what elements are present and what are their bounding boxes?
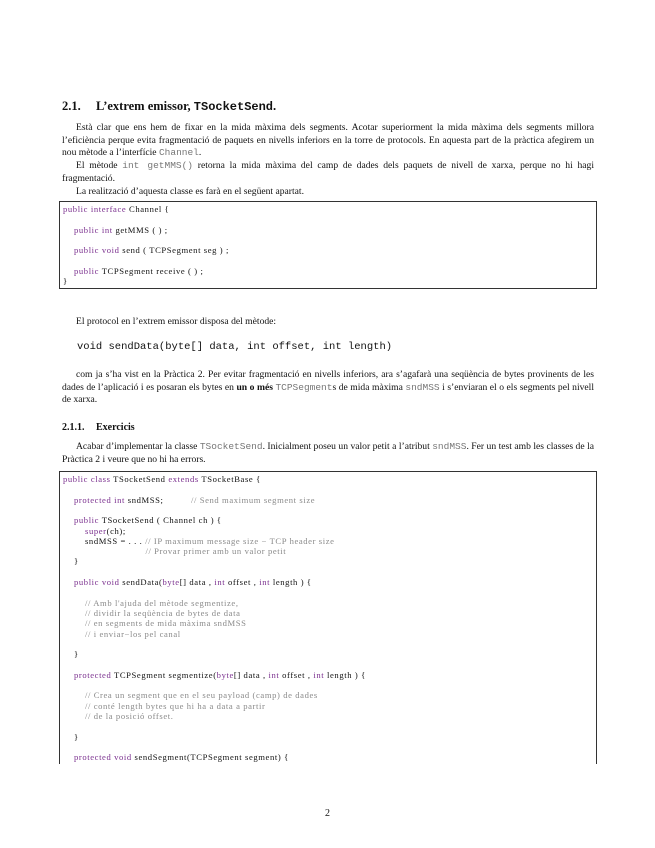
protocol-p2-code2: sndMSS bbox=[405, 381, 440, 393]
code-text: } bbox=[63, 276, 68, 287]
section-title-code: TSocketSend bbox=[193, 100, 274, 114]
code-text bbox=[63, 629, 85, 639]
code-line bbox=[63, 536, 335, 546]
code-listing-tsocketsend bbox=[59, 471, 597, 764]
intro-p1-text: Està clar que ens hem de fixar en la mida màxima dels segments. Acotar superiorment la mida màxima dels segments millora l’eficiència perque evita fragmentació de paquets en nivells inferiors en la torre de protocols. En aquesta part de la pràctica afegirem un nou mètode a l’interfície bbox=[62, 122, 594, 159]
code-text: Channel { bbox=[129, 204, 170, 214]
code-line bbox=[63, 649, 79, 659]
code-text bbox=[63, 577, 74, 587]
intro-p2-start: El mètode bbox=[76, 160, 123, 171]
code-keyword: extends bbox=[168, 474, 202, 484]
code-line bbox=[63, 598, 239, 608]
code-line bbox=[63, 515, 222, 525]
page-number: 2 bbox=[325, 808, 330, 819]
code-keyword: int bbox=[313, 669, 328, 680]
code-text bbox=[63, 752, 74, 762]
intro-p3-text: La realització d’aquesta classe es farà en el següent apartat. bbox=[76, 186, 304, 197]
code-keyword: int bbox=[268, 669, 283, 680]
code-keyword: public int bbox=[74, 224, 116, 235]
code-text bbox=[63, 515, 74, 525]
code-text: sendSegment(TCPSegment segment) { bbox=[134, 752, 289, 763]
code-line bbox=[63, 752, 289, 762]
intro-paragraph-2 bbox=[62, 160, 594, 185]
code-line bbox=[63, 526, 126, 536]
code-text: offset , bbox=[227, 577, 260, 587]
code-keyword: public class bbox=[63, 474, 114, 484]
section-heading bbox=[62, 99, 276, 114]
code-comment: // de la posició offset. bbox=[85, 710, 174, 721]
code-text: send ( TCPSegment seg ) ; bbox=[122, 245, 230, 256]
code-text: TSocketSend bbox=[113, 474, 169, 484]
code-text: } bbox=[63, 731, 79, 742]
code-keyword: protected void bbox=[74, 752, 135, 763]
code-text bbox=[63, 701, 85, 711]
code-comment: // Provar primer amb un valor petit bbox=[145, 546, 287, 557]
code-keyword: protected int bbox=[74, 494, 128, 505]
code-comment: // IP maximum message size − TCP header size bbox=[145, 535, 335, 546]
exercise-c: . Fer un test amb les classes de la Pràctica 2 i veure que no hi ha errors. bbox=[62, 441, 594, 465]
code-text: sndMSS; bbox=[127, 494, 191, 505]
code-text: [] data , bbox=[233, 669, 269, 680]
subsection-number: 2.1.1. bbox=[62, 422, 85, 433]
code-text bbox=[63, 608, 85, 618]
code-text bbox=[63, 495, 74, 505]
intro-paragraph-1 bbox=[62, 122, 594, 160]
code-text bbox=[63, 598, 85, 608]
intro-p2-end: retorna la mida màxima del camp de dades dels paquets de nivell de xarxa, perque no hi hagi fragmentació. bbox=[62, 160, 595, 184]
code-line bbox=[63, 225, 168, 235]
code-text: getMMS ( ) ; bbox=[115, 224, 168, 235]
protocol-p2-bold: un o més bbox=[236, 381, 273, 393]
section-title: L’extrem emissor, bbox=[96, 99, 194, 113]
intro-p1-code: Channel bbox=[158, 147, 199, 159]
subsection-title: Exercicis bbox=[96, 422, 135, 433]
code-text: } bbox=[63, 649, 79, 660]
code-text: offset , bbox=[282, 669, 314, 680]
protocol-p2-c: i s’enviaran el o els segments pel nivell de xarxa. bbox=[62, 381, 594, 406]
subsection-heading bbox=[62, 422, 135, 433]
code-text: TCPSegment segmentize( bbox=[113, 669, 217, 680]
code-keyword: int bbox=[214, 577, 228, 587]
code-line bbox=[63, 474, 261, 484]
code-text: TCPSegment receive ( ) ; bbox=[101, 265, 204, 276]
code-line bbox=[63, 608, 241, 618]
code-keyword: public void bbox=[74, 245, 123, 256]
code-line bbox=[63, 556, 79, 566]
intro-p1-end: . bbox=[198, 147, 202, 159]
code-comment: // i enviar−los pel canal bbox=[85, 628, 181, 639]
code-line bbox=[63, 711, 173, 721]
code-text: sendData( bbox=[122, 577, 163, 587]
code-keyword: byte bbox=[162, 577, 180, 587]
code-text bbox=[63, 546, 145, 556]
exercise-a: Acabar d’implementar la classe bbox=[76, 441, 200, 452]
code-line bbox=[63, 670, 366, 680]
code-text: TSocketSend ( Channel ch ) { bbox=[101, 515, 222, 526]
code-keyword: protected bbox=[74, 669, 114, 680]
code-listing-channel bbox=[59, 201, 597, 289]
code-text: } bbox=[63, 556, 79, 567]
code-line bbox=[63, 690, 318, 700]
code-comment: // en segments de mida màxima sndMSS bbox=[85, 618, 247, 629]
code-line bbox=[63, 732, 79, 742]
code-text bbox=[63, 225, 74, 235]
code-comment: // conté length bytes que hi ha a data a partir bbox=[85, 700, 266, 711]
intro-paragraph-3 bbox=[62, 186, 594, 199]
code-line bbox=[63, 495, 315, 505]
intro-p2-code: int getMMS() bbox=[122, 160, 194, 171]
code-text bbox=[63, 526, 85, 536]
code-text bbox=[63, 670, 74, 680]
exercise-b: . Inicialment poseu un valor petit a l’atribut bbox=[262, 441, 433, 452]
code-comment: // Amb l'ajuda del mètode segmentize, bbox=[85, 597, 239, 608]
code-keyword: int bbox=[259, 577, 273, 587]
code-keyword: public bbox=[74, 515, 102, 526]
code-line bbox=[63, 577, 312, 587]
code-text bbox=[63, 245, 74, 255]
code-keyword: public void bbox=[74, 577, 123, 587]
code-line bbox=[63, 618, 246, 628]
protocol-p2-a: com ja s’ha vist en la Pràctica 2. Per evitar fragmentació en nivells inferiors, ara s’agafarà una seqüència de bytes provinents de les dades de l’aplicació i es posaran els bytes en bbox=[62, 369, 594, 393]
code-text bbox=[63, 266, 74, 276]
senddata-signature: void sendData(byte[] data, int offset, int length) bbox=[77, 341, 393, 353]
code-text bbox=[63, 690, 85, 700]
code-keyword: super bbox=[85, 525, 107, 536]
code-keyword: byte bbox=[216, 669, 234, 680]
code-line bbox=[63, 701, 265, 711]
exercise-code2: sndMSS bbox=[432, 441, 467, 452]
code-comment: // Send maximum segment size bbox=[190, 494, 316, 505]
code-comment: // dividir la seqüència de bytes de data bbox=[85, 607, 241, 618]
protocol-p2-code1: TCPSegment bbox=[275, 381, 333, 393]
code-line bbox=[63, 276, 68, 286]
protocol-paragraph-1 bbox=[62, 316, 594, 329]
code-text bbox=[63, 711, 85, 721]
code-line bbox=[63, 629, 181, 639]
code-line bbox=[63, 204, 169, 214]
code-text: [] data , bbox=[179, 577, 215, 587]
code-text: TSocketBase { bbox=[201, 474, 261, 484]
code-text: sndMSS = . . . bbox=[63, 535, 146, 546]
code-text bbox=[63, 618, 85, 628]
protocol-p2-b: s de mida màxima bbox=[332, 381, 406, 393]
section-title-end: . bbox=[273, 99, 277, 113]
code-keyword: public interface bbox=[63, 204, 130, 214]
protocol-paragraph-2 bbox=[62, 369, 594, 407]
code-comment: // Crea un segment que en el seu payload (camp) de dades bbox=[85, 690, 318, 701]
exercise-paragraph bbox=[62, 441, 594, 466]
code-line bbox=[63, 266, 203, 276]
code-text: (ch); bbox=[106, 525, 126, 536]
code-line bbox=[63, 546, 286, 556]
exercise-code1: TSocketSend bbox=[199, 441, 263, 452]
code-line bbox=[63, 245, 229, 255]
code-text: length ) { bbox=[327, 669, 366, 680]
code-text: length ) { bbox=[272, 577, 312, 587]
section-number: 2.1. bbox=[62, 99, 81, 113]
protocol-p1-text: El protocol en l’extrem emissor disposa del mètode: bbox=[76, 316, 277, 327]
code-keyword: public bbox=[74, 265, 102, 276]
